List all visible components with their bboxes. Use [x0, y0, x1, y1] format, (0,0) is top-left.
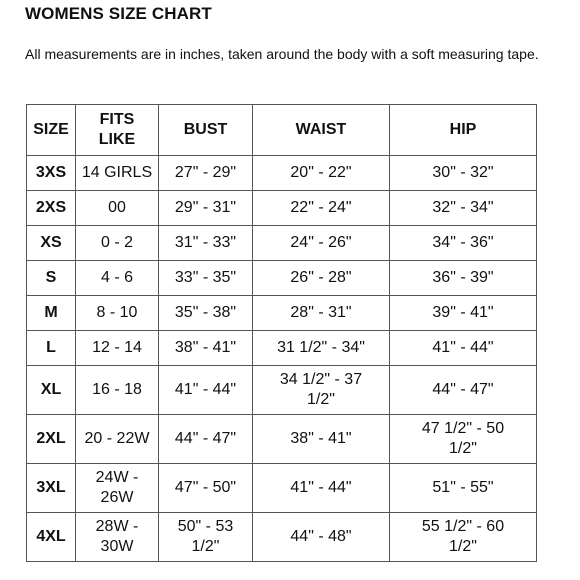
- bust-value: 50" - 53 1/2": [177, 518, 234, 555]
- bust-cell: 44" - 47": [159, 415, 253, 464]
- bust-cell: 29" - 31": [159, 191, 253, 226]
- hip-cell: 30" - 32": [390, 156, 537, 191]
- size-cell: 2XL: [27, 415, 76, 464]
- waist-value: 34 1/2" - 37 1/2": [279, 371, 363, 408]
- hip-cell: 36" - 39": [390, 261, 537, 296]
- waist-cell: [253, 366, 390, 415]
- bust-cell: 47" - 50": [159, 464, 253, 513]
- bust-cell: 35" - 38": [159, 296, 253, 331]
- header-size: SIZE: [27, 105, 76, 156]
- fits-like-value: 24W - 26W: [95, 469, 139, 506]
- bust-cell: 31" - 33": [159, 226, 253, 261]
- size-cell: 3XS: [27, 156, 76, 191]
- hip-value: 55 1/2" - 60 1/2": [421, 518, 505, 555]
- hip-cell: 32" - 34": [390, 191, 537, 226]
- waist-cell: 44" - 48": [253, 513, 390, 562]
- table-row: [27, 464, 537, 513]
- table-row: [27, 226, 537, 261]
- fits-like-cell: 16 - 18: [76, 366, 159, 415]
- size-chart-table: [26, 104, 537, 562]
- waist-cell: 26" - 28": [253, 261, 390, 296]
- header-fits-like-label: FITS LIKE: [98, 111, 136, 148]
- hip-cell: 41" - 44": [390, 331, 537, 366]
- table-row: [27, 296, 537, 331]
- fits-like-cell: [76, 464, 159, 513]
- size-cell: XS: [27, 226, 76, 261]
- fits-like-cell: 00: [76, 191, 159, 226]
- fits-like-cell: 12 - 14: [76, 331, 159, 366]
- size-cell: 3XL: [27, 464, 76, 513]
- waist-cell: 31 1/2" - 34": [253, 331, 390, 366]
- size-cell: M: [27, 296, 76, 331]
- table-row: [27, 513, 537, 562]
- waist-cell: 41" - 44": [253, 464, 390, 513]
- fits-like-cell: 0 - 2: [76, 226, 159, 261]
- table-row: [27, 331, 537, 366]
- hip-cell: [390, 513, 537, 562]
- header-waist: WAIST: [253, 105, 390, 156]
- waist-cell: 20" - 22": [253, 156, 390, 191]
- table-row: [27, 191, 537, 226]
- page-title: WOMENS SIZE CHART: [25, 4, 212, 23]
- hip-cell: 51" - 55": [390, 464, 537, 513]
- table-row: [27, 261, 537, 296]
- header-hip: HIP: [390, 105, 537, 156]
- waist-cell: 38" - 41": [253, 415, 390, 464]
- header-fits-like: [76, 105, 159, 156]
- waist-cell: 24" - 26": [253, 226, 390, 261]
- hip-cell: 34" - 36": [390, 226, 537, 261]
- fits-like-value: 28W - 30W: [95, 518, 139, 555]
- bust-cell: 33" - 35": [159, 261, 253, 296]
- fits-like-cell: 4 - 6: [76, 261, 159, 296]
- hip-cell: [390, 415, 537, 464]
- hip-value: 47 1/2" - 50 1/2": [421, 420, 505, 457]
- size-cell: 2XS: [27, 191, 76, 226]
- hip-cell: 44" - 47": [390, 366, 537, 415]
- fits-like-cell: 14 GIRLS: [76, 156, 159, 191]
- fits-like-cell: [76, 513, 159, 562]
- table-row: [27, 415, 537, 464]
- bust-cell: 38" - 41": [159, 331, 253, 366]
- bust-cell: 41" - 44": [159, 366, 253, 415]
- size-cell: S: [27, 261, 76, 296]
- header-bust: BUST: [159, 105, 253, 156]
- bust-cell: 27" - 29": [159, 156, 253, 191]
- table-row: [27, 366, 537, 415]
- waist-cell: 28" - 31": [253, 296, 390, 331]
- size-cell: 4XL: [27, 513, 76, 562]
- size-cell: XL: [27, 366, 76, 415]
- table-row: [27, 156, 537, 191]
- hip-cell: 39" - 41": [390, 296, 537, 331]
- intro-text: All measurements are in inches, taken around the body with a soft measuring tape.: [25, 46, 539, 62]
- fits-like-cell: 20 - 22W: [76, 415, 159, 464]
- size-cell: L: [27, 331, 76, 366]
- bust-cell: [159, 513, 253, 562]
- waist-cell: 22" - 24": [253, 191, 390, 226]
- table-header-row: [27, 105, 537, 156]
- fits-like-cell: 8 - 10: [76, 296, 159, 331]
